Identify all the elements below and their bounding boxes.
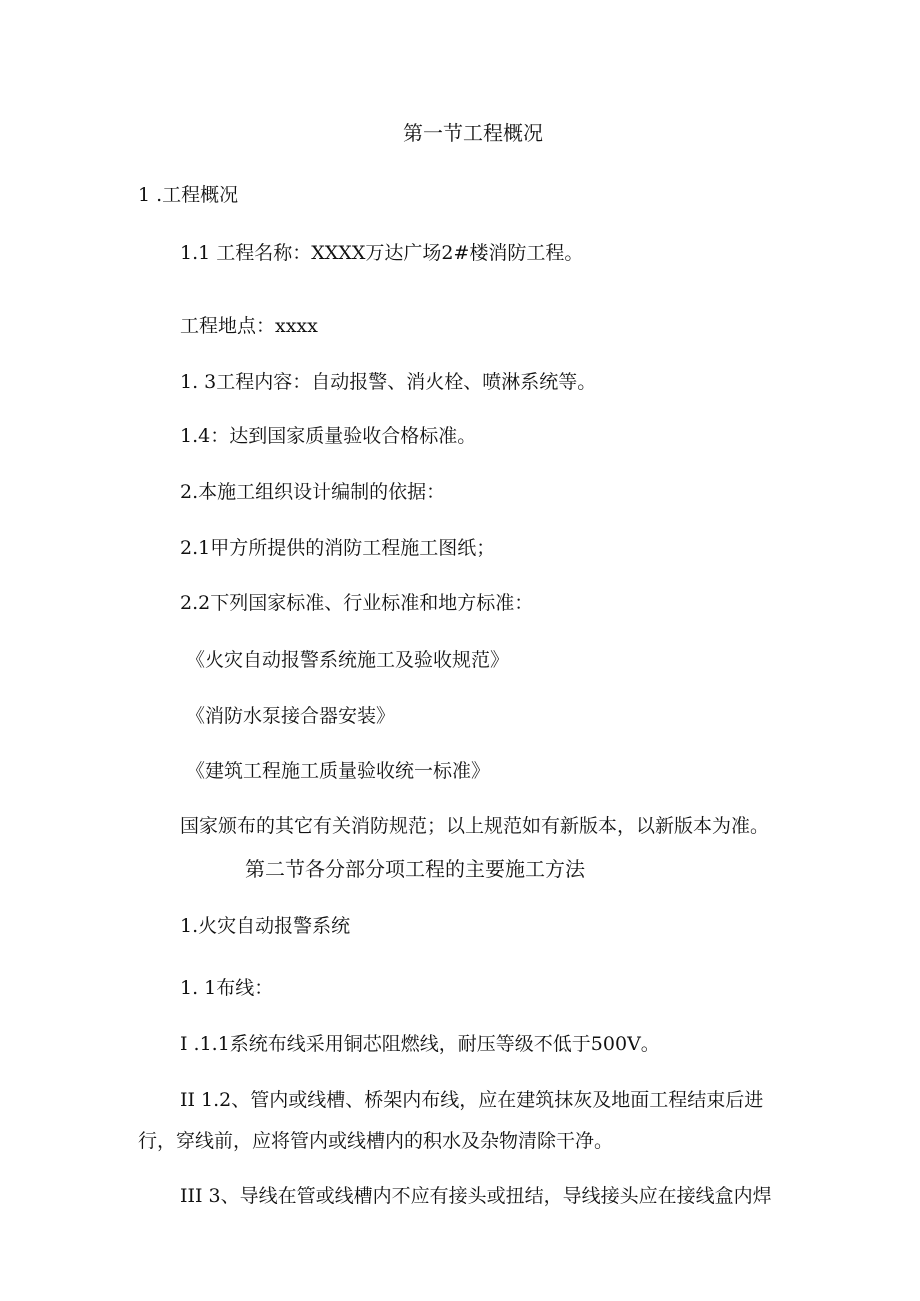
paragraph: I .1.1系统布线采用铜芯阻燃线，耐压等级不低于500V。 bbox=[180, 1033, 660, 1055]
paragraph: 1.1 工程名称：XXXX万达广场2#楼消防工程。 bbox=[180, 242, 584, 264]
paragraph: 2.本施工组织设计编制的依据： bbox=[180, 481, 446, 503]
paragraph: 1.4：达到国家质量验收合格标准。 bbox=[180, 425, 477, 447]
paragraph: III 3、导线在管或线槽内不应有接头或扭结，导线接头应在接线盒内焊 bbox=[180, 1185, 772, 1207]
paragraph: 行，穿线前，应将管内或线槽内的积水及杂物清除干净。 bbox=[138, 1130, 614, 1152]
paragraph: 工程地点：xxxx bbox=[180, 315, 318, 337]
paragraph: 1. 3工程内容：自动报警、消火栓、喷淋系统等。 bbox=[180, 371, 597, 393]
paragraph: 1.火灾自动报警系统 bbox=[180, 915, 351, 937]
section-2-title: 第二节各分部分项工程的主要施工方法 bbox=[245, 857, 585, 881]
standard-citation: 《建筑工程施工质量验收统一标准》 bbox=[186, 760, 491, 782]
paragraph: 国家颁布的其它有关消防规范；以上规范如有新版本，以新版本为准。 bbox=[180, 815, 770, 837]
section-1-heading: 1 .工程概况 bbox=[138, 184, 239, 206]
paragraph: 1. 1布线： bbox=[180, 977, 274, 999]
paragraph: 2.2下列国家标准、行业标准和地方标准： bbox=[180, 592, 534, 614]
paragraph: 2.1甲方所提供的消防工程施工图纸； bbox=[180, 537, 496, 559]
section-1-title: 第一节工程概况 bbox=[403, 121, 543, 145]
paragraph: II 1.2、管内或线槽、桥架内布线，应在建筑抹灰及地面工程结束后进 bbox=[180, 1089, 764, 1111]
standard-citation: 《消防水泵接合器安装》 bbox=[186, 705, 396, 727]
standard-citation: 《火灾自动报警系统施工及验收规范》 bbox=[186, 649, 510, 671]
